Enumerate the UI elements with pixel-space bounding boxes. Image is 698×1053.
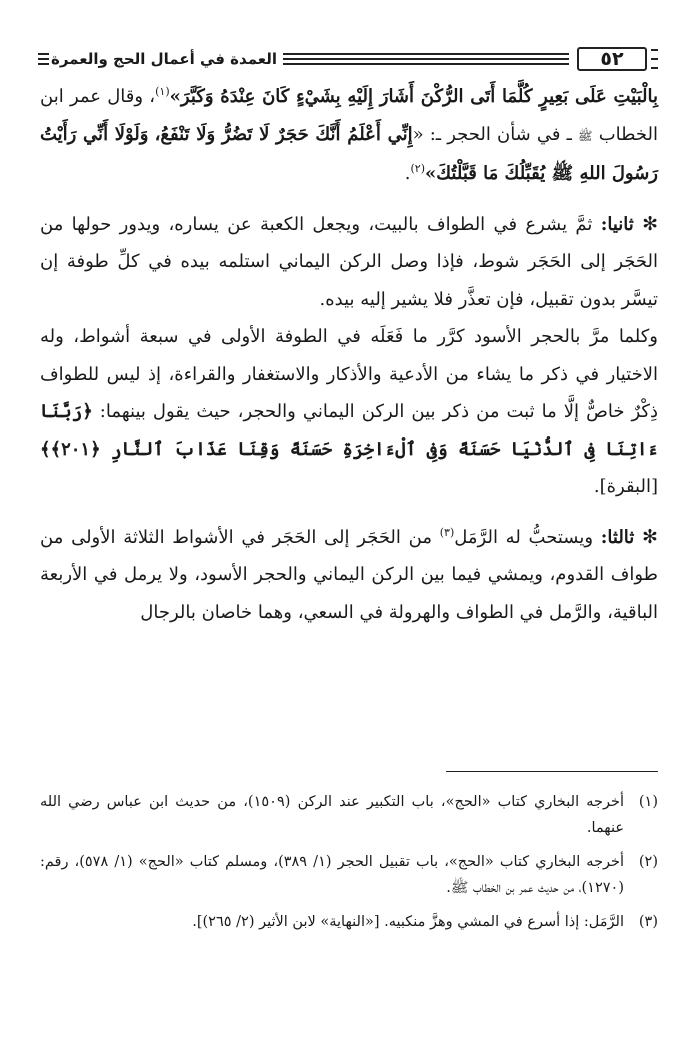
running-header [38, 46, 658, 72]
section-label-second: ثانيا: [600, 213, 634, 235]
quran-reference: [البقرة]. [593, 476, 658, 497]
paragraph-hadith [40, 78, 658, 193]
header-bars-left [38, 53, 49, 65]
star-icon: ✻ [642, 525, 658, 548]
footnote-text: أخرجه البخاري كتاب «الحج»، باب التكبير عند الركن (١٥٠٩)، من حديث ابن عباس رضي الله عنهما. [40, 794, 624, 836]
paragraph-third [40, 318, 658, 506]
paragraph-text: وكلما مرَّ بالحجر الأسود كرَّر ما فَعَلَه في الطوفة الأولى في سبعة أشواط، وله الاختيار في ذكر ما يشاء من الأدعية والأذكار والاستغفار والقراءة، إذ ليس للطواف ذِكْرٌ خاصٌّ إلَّا ما ثبت من ذكر بين الركن اليماني والحجر، حيث يقول بينهما: [40, 326, 658, 422]
footnote-2 [40, 849, 658, 901]
paragraph-fourth [40, 519, 658, 632]
page-number: ٥٢ [577, 47, 647, 71]
footnote-number: (١) [638, 794, 658, 810]
section-label-third: ثالثا: [600, 526, 635, 548]
header-rule [283, 53, 569, 65]
paragraph-second [40, 206, 658, 319]
hadith-quote-3: وَلَوْلَا أَنِّي رَأَيْتُ رَسُولَ اللهِ ﷺ يُقَبِّلُكَ مَا قَبَّلْتُكَ» [40, 123, 658, 184]
footnotes [40, 789, 658, 943]
text-run: . [404, 163, 411, 184]
footnote-marker-1[interactable]: (١) [155, 85, 170, 98]
header-bars-right [651, 49, 658, 69]
paragraph-text: ثمَّ يشرع في الطواف بالبيت، ويجعل الكعبة عن يساره، ويدور حولها من الحَجَر إلى الحَجَر شوط، فإذا وصل الركن اليماني استلمه بيده في كلِّ طوفة إن تيسَّر بدون تقبيل، فإن تعذَّر فلا يشير إليه بيده. [40, 213, 658, 310]
footnote-marker-2[interactable]: (٢) [410, 162, 426, 175]
main-text [40, 78, 658, 631]
hadith-quote-1: بِالْبَيْتِ عَلَى بَعِيرٍ كُلَّمَا أَتَى الرُّكْنَ أَشَارَ إِلَيْهِ بِشَيْءٍ كَانَ عِنْدَهُ وَكَبَّرَ» [169, 86, 658, 107]
text-run: ـ في شأن الحجر ـ: « [412, 123, 572, 145]
hadith-quote-2: إِنِّي أَعْلَمُ أَنَّكَ حَجَرٌ لَا تَضُرُّ وَلَا تَنْفَعُ، [154, 123, 413, 145]
footnote-number: (٢) [638, 854, 658, 870]
text-run: ، وقال عمر [69, 86, 156, 107]
footnote-1 [40, 789, 658, 841]
footnote-text: الرَّمَل: إذا أسرع في المشي وهزَّ منكبيه. [«النهاية» لابن الأثير (٢/ ٢٦٥)]. [192, 914, 624, 930]
footnote-number: (٣) [638, 914, 658, 930]
paragraph-text: ويستحبُّ له الرَّمَل [454, 526, 594, 548]
book-title: العمدة في أعمال الحج والعمرة [51, 50, 277, 68]
footnote-3 [40, 909, 658, 935]
paragraph-text: من الحَجَر إلى الحَجَر في الأشواط الثلاثة الأولى من طواف القدوم، ويمشي فيما بين الركن اليماني والحجر الأسود، ولا يرمل في الأربعة الباقية، والرَّمل في الطواف والهرولة في السعي، وهما خاصان بالرجال [40, 526, 658, 623]
star-icon: ✻ [642, 212, 658, 235]
footnote-divider [446, 771, 658, 772]
quran-verse: ﴿رَبَّنَا ءَاتِنَا فِى ٱلدُّنْيَا حَسَنَةً وَفِى ٱلْءَاخِرَةِ حَسَنَةً وَقِنَا عَذَابَ ٱلنَّارِ ﴿٢٠١﴾﴾ [40, 401, 658, 460]
footnote-marker-3[interactable]: (٣) [439, 525, 455, 539]
honorific-symbol: ﷺ [578, 128, 593, 143]
footnote-text: أخرجه البخاري كتاب «الحج»، باب تقبيل الحجر (١/ ٣٨٩)، ومسلم كتاب «الحج» (١/ ٥٧٨)، رقم: (١٢٧٠)، من حديث عمر بن الخطاب ﷺ. [40, 854, 625, 896]
text-run: ابن الخطاب [40, 86, 658, 145]
